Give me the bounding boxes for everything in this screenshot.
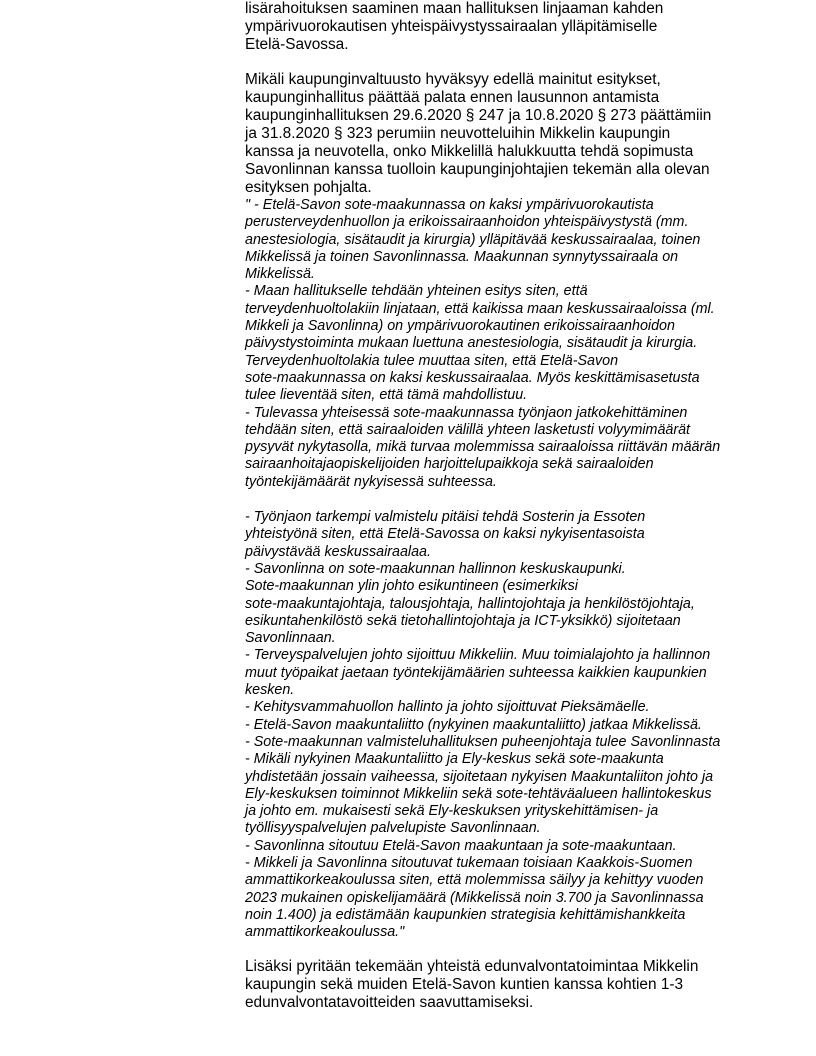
quote-block-agreement-part2 [245,509,765,941]
text-line: muut työpaikat jaetaan työntekijämäärien suhteessa kaikkien kaupunkien [245,664,707,681]
text-line: Terveydenhuoltolakia tulee muuttaa siten, että Etelä-Savon [245,352,619,369]
quote-block-agreement-part1 [245,197,765,491]
text-line: - Terveyspalvelujen johto sijoittuu Mikkeliin. Muu toimialajohto ja hallinnon [245,647,711,664]
paragraph-hospital-funding [245,0,765,54]
text-line: - Etelä-Savon maakuntaliitto (nykyinen maakuntaliitto) jatkaa Mikkelissä. [245,716,702,733]
text-line: esikuntahenkilöstö sekä tietohallintojohtaja ja ICT-yksikkö) sijoitetaan [245,612,681,629]
text-line: edunvalvontatavoitteiden saavuttamiseksi. [245,994,534,1012]
text-line: " - Etelä-Savon sote-maakunnassa on kaksi ympärivuorokautista [245,197,654,213]
text-line: - Kehitysvammahuollon hallinto ja johto sijoittuvat Pieksämäelle. [245,699,650,716]
text-line: kaupunginhallitus päättää palata ennen lausunnon antamista [245,89,660,106]
text-line: kesken. [245,682,295,699]
text-line: esityksen pohjalta. [245,179,372,196]
text-line: yhteistyönä siten, että Etelä-Savossa on kaksi nykyisentasoista [245,526,645,543]
text-line: - Mikäli nykyinen Maakuntaliitto ja Ely-keskus sekä sote-maakunta [245,751,664,768]
text-line: Mikkelissä ja toinen Savonlinnassa. Maakunnan synnytyssairaala on [245,248,679,265]
text-line: - Työnjaon tarkempi valmistelu pitäisi tehdä Sosterin ja Essoten [245,509,646,526]
text-line: tulee lieventää siten, että tämä mahdollistuu. [245,387,528,404]
text-line: ammattikorkeakoulussa." [245,924,405,941]
text-line: Mikkelissä. [245,266,315,283]
text-line: noin 1.400) ja edistämään kaupunkien strategisia kehittämishankkeita [245,906,686,923]
text-line: sote-maakuntajohtaja, talousjohtaja, hallintojohtaja ja henkilöstöjohtaja, [245,595,695,612]
text-line: päivystystoiminta mukaan luettuna anestesiologia, sisätaudit ja kirurgia. [245,335,698,352]
text-line: perusterveydenhuollon ja erikoissairaanhoidon yhteispäivystystä (mm. [245,214,689,231]
text-line: Savonlinnaan. [245,630,336,647]
text-line: pysyvät nykytasolla, mikä turvaa molemmissa sairaaloissa riittävän määrän [245,439,721,456]
text-line: Ely-keskuksen toiminnot Mikkeliin sekä sote-tehtäväalueen hallintokeskus [245,785,712,802]
text-line: sairaanhoitajaopiskelijoiden harjoittelupaikkoja sekä sairaaloiden [245,456,654,473]
text-line: tehdään siten, että sairaaloiden välillä yhteen lasketusti volyymimäärät [245,421,691,438]
text-line: kaupungin sekä muiden Etelä-Savon kuntien kanssa kohtien 1-3 [245,976,684,994]
text-line: - Tulevassa yhteisessä sote-maakunnassa työnjaon jatkokehittäminen [245,404,688,421]
text-line: Savonlinnan kanssa tuolloin kaupunginjohtajien tekemän alla olevan [245,161,710,178]
text-line: terveydenhuoltolakiin linjataan, että kaikissa maan keskussairaaloissa (ml. [245,300,715,317]
text-line: työntekijämäärät nykyisessä suhteessa. [245,473,497,490]
paragraph-council-decision [245,71,765,197]
text-line: - Savonlinna on sote-maakunnan hallinnon keskuskaupunki. [245,560,626,577]
text-line: ja 31.8.2020 § 323 perumiin neuvotteluihin Mikkelin kaupungin [245,125,671,142]
document-page [245,0,765,1012]
paragraph-advocacy [245,958,765,1012]
text-line: työllisyyspalvelujen palvelupiste Savonlinnaan. [245,820,541,837]
text-line: - Sote-maakunnan valmisteluhallituksen puheenjohtaja tulee Savonlinnasta [245,733,721,750]
text-line: - Maan hallitukselle tehdään yhteinen esitys siten, että [245,283,588,300]
text-line: yhdistetään jossain vaiheessa, sijoitetaan nykyisen Maakuntaliiton johto ja [245,768,714,785]
text-line: 2023 mukainen opiskelijamäärä (Mikkelissä noin 3.700 ja Savonlinnassa [245,889,704,906]
text-line: ammattikorkeakoulussa siten, että molemmissa säilyy ja kehittyy vuoden [245,872,704,889]
text-line: Etelä-Savossa. [245,36,349,53]
text-line: ympärivuorokautisen yhteispäivystyssairaalan ylläpitämiselle [245,18,658,35]
text-line: Sote-maakunnan ylin johto esikuntineen (esimerkiksi [245,578,578,595]
text-line: lisärahoituksen saaminen maan hallituksen linjaaman kahden [245,0,664,17]
text-line: Mikkeli ja Savonlinna) on ympärivuorokautinen erikoissairaanhoidon [245,318,675,335]
text-line: kaupunginhallituksen 29.6.2020 § 247 ja 10.8.2020 § 273 päättämiin [245,107,712,124]
text-line: anestesiologia, sisätaudit ja kirurgia) ylläpitävää keskussairaalaa, toinen [245,231,701,248]
text-line: Lisäksi pyritään tekemään yhteistä edunvalvontatoimintaa Mikkelin [245,958,699,976]
text-line: päivystävää keskussairaalaa. [245,543,431,560]
text-line: kanssa ja neuvotella, onko Mikkelillä halukkuutta tehdä sopimusta [245,143,694,160]
text-line: ja johto em. mukaisesti sekä Ely-keskuksen yrityskehittämisen- ja [245,803,659,820]
text-line: sote-maakunnassa on kaksi keskussairaalaa. Myös keskittämisasetusta [245,369,700,386]
text-line: Mikäli kaupunginvaltuusto hyväksyy edellä mainitut esitykset, [245,71,661,88]
text-line: - Mikkeli ja Savonlinna sitoutuvat tukemaan toisiaan Kaakkois-Suomen [245,854,693,871]
text-line: - Savonlinna sitoutuu Etelä-Savon maakuntaan ja sote-maakuntaan. [245,837,677,854]
